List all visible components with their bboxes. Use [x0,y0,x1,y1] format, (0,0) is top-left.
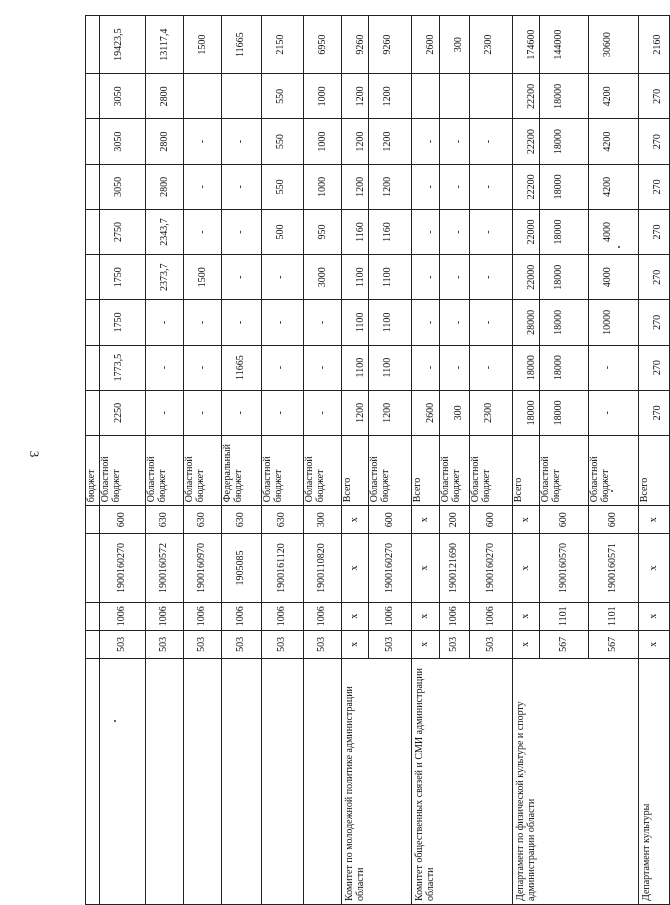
year-value-cell: 18000 [540,209,589,254]
year-value-cell: - [412,345,440,390]
year-value-cell [412,74,440,119]
year-value-cell [222,74,262,119]
year-value-cell: - [184,119,222,164]
admin-code-cell: x [513,630,540,658]
header-name-cell [86,658,100,904]
year-value-cell: 18000 [540,119,589,164]
expense-type-cell: 600 [100,506,146,534]
admin-code-cell: 503 [184,630,222,658]
year-value-cell: 18000 [540,255,589,300]
target-article-cell: 1900160571 [589,534,639,602]
expense-type-cell: x [513,506,540,534]
funding-source-cell: Областной бюджет [369,435,412,505]
year-value-cell: - [184,300,222,345]
admin-code-cell: 503 [304,630,342,658]
table-row [222,16,262,905]
expense-type-cell: 600 [540,506,589,534]
target-article-cell: 1900121690 [440,534,470,602]
organization-name-cell: Комитет по молодежной политике администрации области [342,658,412,904]
year-value-cell: 1160 [342,209,369,254]
year-value-cell: - [146,345,184,390]
funding-source-cell: Всего [412,435,440,505]
expense-type-cell: 600 [589,506,639,534]
header-cell [86,390,100,435]
admin-code-cell: x [412,630,440,658]
year-value-cell: 2800 [146,119,184,164]
year-value-cell: - [470,345,513,390]
year-value-cell: 270 [639,390,670,435]
section-code-cell: x [342,602,369,630]
year-value-cell: - [184,209,222,254]
section-code-cell: 1101 [589,602,639,630]
year-value-cell: - [184,345,222,390]
year-value-cell [470,74,513,119]
admin-code-cell: 503 [262,630,304,658]
funding-source-cell: Всего [639,435,670,505]
total-value-cell: 2600 [412,16,440,74]
header-cell [86,209,100,254]
year-value-cell: 11665 [222,345,262,390]
year-value-cell: - [470,164,513,209]
year-value-cell [184,74,222,119]
year-value-cell: - [440,345,470,390]
year-value-cell: 3000 [304,255,342,300]
year-value-cell: 270 [639,164,670,209]
year-value-cell: 10000 [589,300,639,345]
target-article-cell: x [412,534,440,602]
total-value-cell: 30600 [589,16,639,74]
total-value-cell: 9260 [342,16,369,74]
year-value-cell: 18000 [540,74,589,119]
total-value-cell: 11665 [222,16,262,74]
year-value-cell: - [222,164,262,209]
section-code-cell: 1006 [100,602,146,630]
expense-type-cell: x [342,506,369,534]
year-value-cell: 2600 [412,390,440,435]
year-value-cell: - [470,209,513,254]
expense-type-cell: 600 [470,506,513,534]
funding-source-cell: Областной бюджет [440,435,470,505]
year-value-cell: 950 [304,209,342,254]
year-value-cell: 22200 [513,164,540,209]
target-article-cell: x [639,534,670,602]
year-value-cell: 1773,5 [100,345,146,390]
year-value-cell: 2373,7 [146,255,184,300]
year-value-cell: 1100 [342,345,369,390]
organization-name-cell [100,658,146,904]
header-cell [86,300,100,345]
funding-source-cell: Федеральный бюджет [222,435,262,505]
year-value-cell: 1200 [342,74,369,119]
year-value-cell: - [470,300,513,345]
total-value-cell: 13117,4 [146,16,184,74]
target-article-cell: 1900160970 [184,534,222,602]
year-value-cell: 270 [639,74,670,119]
header-cell [86,345,100,390]
year-value-cell: 1500 [184,255,222,300]
year-value-cell: - [184,164,222,209]
year-value-cell: 18000 [540,390,589,435]
admin-code-cell: 567 [589,630,639,658]
year-value-cell: - [222,119,262,164]
year-value-cell: - [304,345,342,390]
total-value-cell: 2300 [470,16,513,74]
section-code-cell: 1006 [470,602,513,630]
table-row [513,16,540,905]
funding-source-cell: Областной бюджет [146,435,184,505]
year-value-cell: 270 [639,300,670,345]
year-value-cell: 28000 [513,300,540,345]
header-cell [86,255,100,300]
year-value-cell: 270 [639,345,670,390]
year-value-cell: - [412,255,440,300]
year-value-cell: - [222,209,262,254]
organization-name-cell [184,658,222,904]
year-value-cell: 1200 [369,74,412,119]
organization-name-cell [146,658,184,904]
table-row [100,16,146,905]
section-code-cell: x [513,602,540,630]
admin-code-cell: 567 [540,630,589,658]
year-value-cell: 500 [262,209,304,254]
funding-source-cell: Областной бюджет [540,435,589,505]
year-value-cell: - [184,390,222,435]
section-code-cell: x [412,602,440,630]
year-value-cell: - [262,390,304,435]
year-value-cell: 1100 [369,300,412,345]
year-value-cell: 3050 [100,164,146,209]
section-code-cell: 1006 [222,602,262,630]
year-value-cell: 300 [440,390,470,435]
expense-type-cell: 630 [262,506,304,534]
year-value-cell: 1100 [369,345,412,390]
funding-source-cell: Областной бюджет [304,435,342,505]
year-value-cell [440,74,470,119]
year-value-cell: 1200 [342,164,369,209]
expense-type-cell: x [639,506,670,534]
year-value-cell: - [440,300,470,345]
year-value-cell: - [412,300,440,345]
year-value-cell: - [304,390,342,435]
year-value-cell: - [440,209,470,254]
section-code-cell: 1006 [304,602,342,630]
year-value-cell: - [440,164,470,209]
organization-name-cell [262,658,304,904]
year-value-cell: - [470,255,513,300]
header-cell [86,119,100,164]
funding-source-cell: Всего [513,435,540,505]
year-value-cell: 18000 [540,164,589,209]
admin-code-cell: 503 [222,630,262,658]
header-cell [86,602,100,630]
target-article-cell: 1900160270 [369,534,412,602]
target-article-cell: x [342,534,369,602]
organization-name-cell: Департамент культуры [639,658,670,904]
funding-source-cell: Областной бюджет [589,435,639,505]
table-row [146,16,184,905]
header-cell [86,16,100,74]
year-value-cell: 1200 [342,119,369,164]
target-article-cell: 1900161120 [262,534,304,602]
year-value-cell: 3050 [100,74,146,119]
admin-code-cell: 503 [369,630,412,658]
year-value-cell: 550 [262,119,304,164]
year-value-cell: 270 [639,255,670,300]
year-value-cell: 18000 [540,300,589,345]
year-value-cell: 1160 [369,209,412,254]
expense-type-cell: x [412,506,440,534]
year-value-cell: 1000 [304,74,342,119]
year-value-cell: 1200 [369,119,412,164]
expense-type-cell: 630 [146,506,184,534]
year-value-cell: 270 [639,119,670,164]
year-value-cell: - [440,255,470,300]
total-value-cell: 9260 [369,16,412,74]
admin-code-cell: x [639,630,670,658]
organization-name-cell [304,658,342,904]
total-value-cell: 2150 [262,16,304,74]
target-article-cell: x [513,534,540,602]
table-row [262,16,304,905]
total-value-cell: 144000 [540,16,589,74]
section-code-cell: 1006 [184,602,222,630]
total-value-cell: 1500 [184,16,222,74]
expense-type-cell: 300 [304,506,342,534]
table-row [639,16,670,905]
year-value-cell: - [222,255,262,300]
year-value-cell: - [262,255,304,300]
organization-name-cell [222,658,262,904]
funding-source-cell: Областной бюджет [262,435,304,505]
year-value-cell: - [412,209,440,254]
table-row [184,16,222,905]
year-value-cell: - [412,119,440,164]
target-article-cell: 1900160570 [540,534,589,602]
admin-code-cell: 503 [146,630,184,658]
year-value-cell: 4000 [589,209,639,254]
year-value-cell: 4000 [589,255,639,300]
year-value-cell: 4200 [589,164,639,209]
header-cell [86,534,100,602]
total-value-cell: 19423,5 [100,16,146,74]
total-value-cell: 300 [440,16,470,74]
header-cell [86,164,100,209]
year-value-cell: 2800 [146,164,184,209]
section-code-cell: 1101 [540,602,589,630]
target-article-cell: 1900160572 [146,534,184,602]
year-value-cell: 1200 [342,390,369,435]
year-value-cell: 2300 [470,390,513,435]
budget-table [85,15,670,905]
year-value-cell: 1100 [342,255,369,300]
section-code-cell: x [639,602,670,630]
table-header-remnant-row [86,16,100,905]
expense-type-cell: 630 [184,506,222,534]
admin-code-cell: x [342,630,369,658]
year-value-cell: 22000 [513,209,540,254]
section-code-cell: 1006 [440,602,470,630]
page-number: 3 [27,450,42,458]
year-value-cell: 1750 [100,300,146,345]
year-value-cell: 22200 [513,119,540,164]
year-value-cell: - [304,300,342,345]
organization-name-cell: Департамент по физической культуре и спорту администрации области [513,658,639,904]
year-value-cell: 550 [262,164,304,209]
year-value-cell: - [589,345,639,390]
funding-source-cell: Областной бюджет [100,435,146,505]
year-value-cell: 2750 [100,209,146,254]
year-value-cell: 1100 [369,255,412,300]
section-code-cell: 1006 [262,602,304,630]
year-value-cell: - [440,119,470,164]
year-value-cell: 1000 [304,164,342,209]
section-code-cell: 1006 [369,602,412,630]
year-value-cell: 1200 [369,390,412,435]
header-cell [86,630,100,658]
year-value-cell: 2343,7 [146,209,184,254]
funding-source-cell: Всего [342,435,369,505]
year-value-cell: 18000 [513,390,540,435]
target-article-cell: 1905085 [222,534,262,602]
funding-source-cell: Областной бюджет [470,435,513,505]
table-row [304,16,342,905]
year-value-cell: 4200 [589,119,639,164]
year-value-cell: - [222,300,262,345]
year-value-cell: - [146,300,184,345]
organization-name-cell: Комитет общественных связей и СМИ администрации области [412,658,513,904]
target-article-cell: 1900160270 [470,534,513,602]
year-value-cell: 2800 [146,74,184,119]
admin-code-cell: 503 [470,630,513,658]
year-value-cell: 270 [639,209,670,254]
header-cell [86,506,100,534]
header-source-cell: бюджет [86,435,100,505]
expense-type-cell: 200 [440,506,470,534]
year-value-cell: - [262,345,304,390]
header-cell [86,74,100,119]
table-row [342,16,369,905]
year-value-cell: 4200 [589,74,639,119]
total-value-cell: 2160 [639,16,670,74]
year-value-cell: - [470,119,513,164]
year-value-cell: - [589,390,639,435]
expense-type-cell: 600 [369,506,412,534]
year-value-cell: 22200 [513,74,540,119]
year-value-cell: 1000 [304,119,342,164]
total-value-cell: 6950 [304,16,342,74]
year-value-cell: 22000 [513,255,540,300]
year-value-cell: - [412,164,440,209]
year-value-cell: 2250 [100,390,146,435]
target-article-cell: 1900160270 [100,534,146,602]
funding-source-cell: Областной бюджет [184,435,222,505]
year-value-cell: 1750 [100,255,146,300]
year-value-cell: 18000 [540,345,589,390]
year-value-cell: - [146,390,184,435]
year-value-cell: 3050 [100,119,146,164]
total-value-cell: 174600 [513,16,540,74]
table-row [412,16,440,905]
year-value-cell: 1200 [369,164,412,209]
expense-type-cell: 630 [222,506,262,534]
year-value-cell: 1100 [342,300,369,345]
year-value-cell: - [222,390,262,435]
year-value-cell: 550 [262,74,304,119]
target-article-cell: 1900110820 [304,534,342,602]
admin-code-cell: 503 [440,630,470,658]
admin-code-cell: 503 [100,630,146,658]
year-value-cell: - [262,300,304,345]
year-value-cell: 18000 [513,345,540,390]
section-code-cell: 1006 [146,602,184,630]
